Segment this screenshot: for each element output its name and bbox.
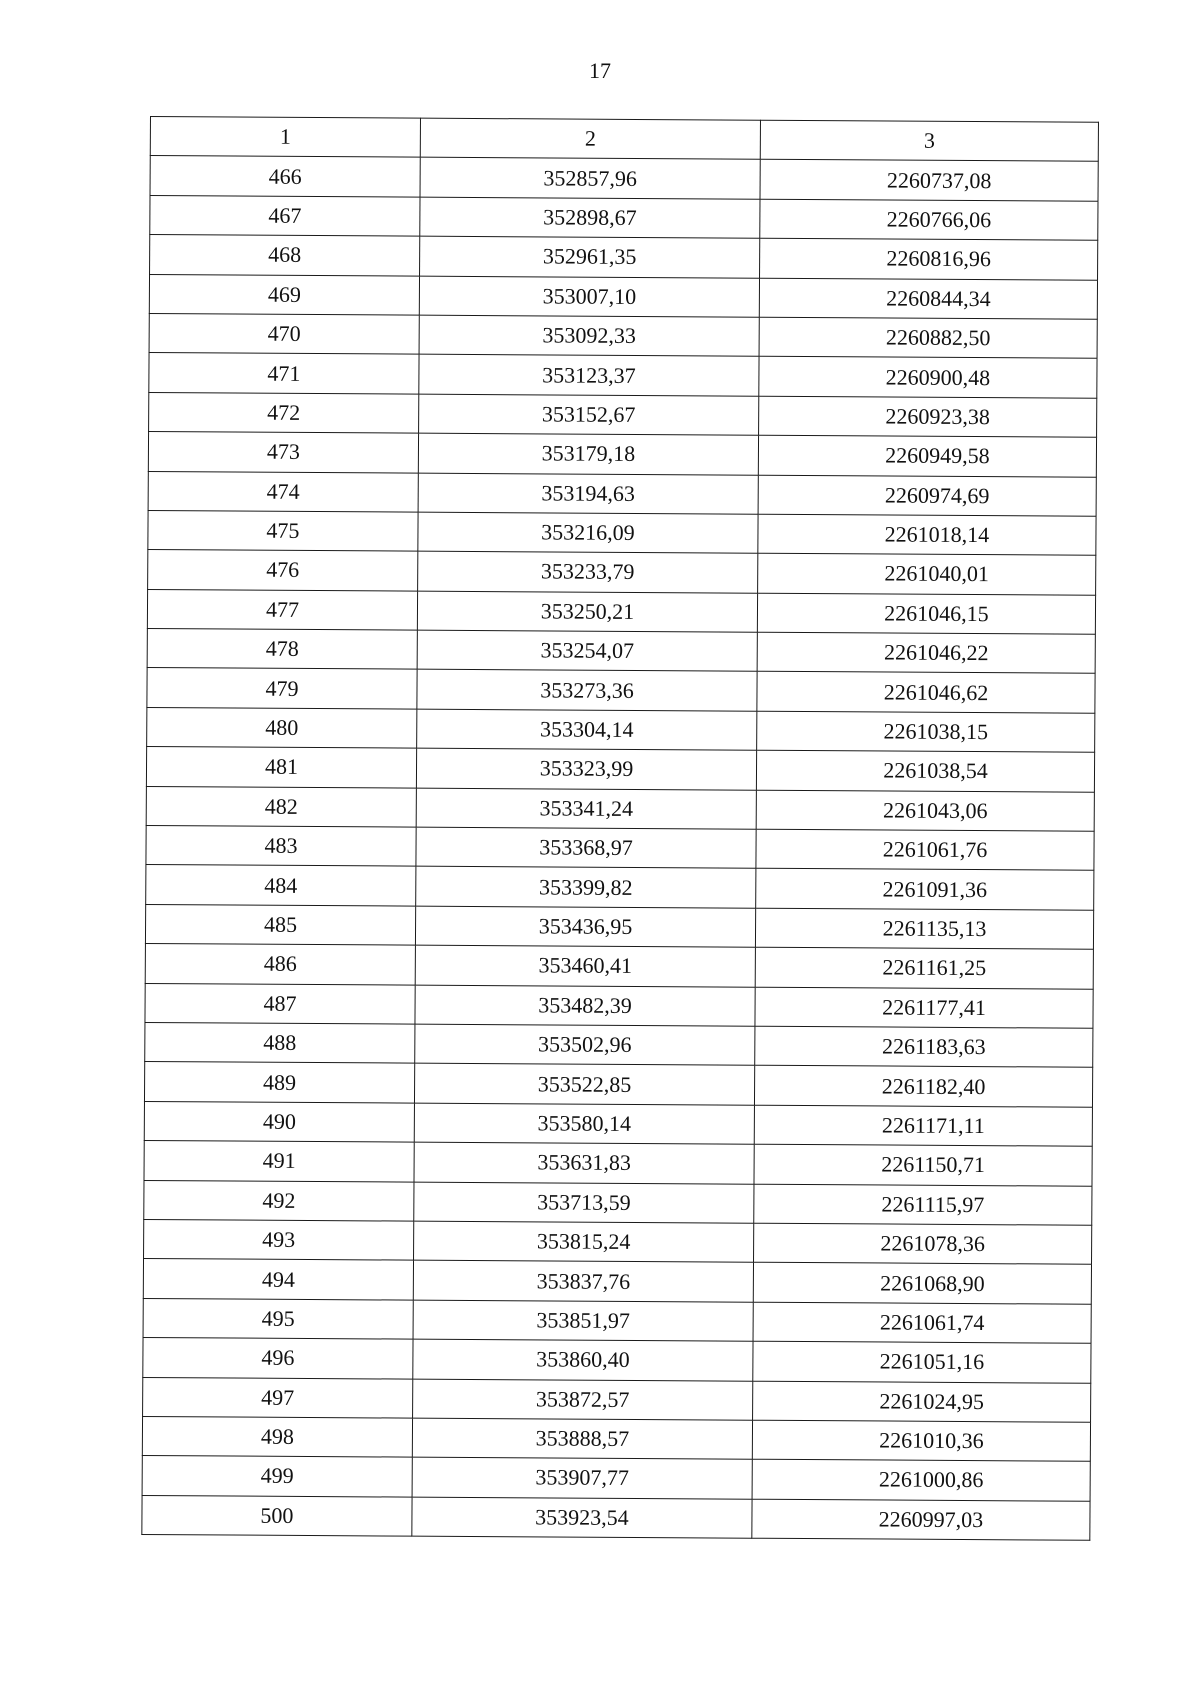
coordinate-x-cell: 352857,96 bbox=[420, 158, 760, 199]
table-row bbox=[145, 904, 1093, 949]
coordinate-y-cell: 2261038,15 bbox=[757, 711, 1095, 752]
coordinate-y-cell: 2261010,36 bbox=[752, 1420, 1090, 1461]
point-number-cell: 467 bbox=[150, 195, 420, 236]
point-number-cell: 481 bbox=[146, 747, 416, 788]
point-number-cell: 483 bbox=[146, 826, 416, 867]
table-row bbox=[146, 786, 1094, 831]
table-row bbox=[145, 1022, 1093, 1067]
table-row bbox=[144, 1141, 1092, 1186]
table-header bbox=[150, 117, 1098, 162]
table-row bbox=[142, 1416, 1090, 1461]
point-number-cell: 490 bbox=[144, 1101, 414, 1142]
table-row bbox=[143, 1338, 1091, 1383]
coordinate-y-cell: 2261051,16 bbox=[753, 1341, 1091, 1382]
point-number-cell: 488 bbox=[145, 1022, 415, 1063]
coordinate-x-cell: 353250,21 bbox=[417, 591, 757, 632]
coordinate-y-cell: 2261046,22 bbox=[757, 632, 1095, 673]
table-row bbox=[147, 629, 1095, 674]
coordinate-x-cell: 353907,77 bbox=[412, 1457, 752, 1498]
table-row bbox=[143, 1259, 1091, 1304]
point-number-cell: 492 bbox=[144, 1180, 414, 1221]
coordinate-y-cell: 2261150,71 bbox=[754, 1144, 1092, 1185]
table-body bbox=[142, 156, 1098, 1540]
coordinate-y-cell: 2260737,08 bbox=[760, 160, 1098, 201]
coordinate-y-cell: 2261061,74 bbox=[753, 1302, 1091, 1343]
table-row bbox=[143, 1377, 1091, 1422]
coordinate-y-cell: 2261018,14 bbox=[758, 514, 1096, 555]
coordinate-y-cell: 2261038,54 bbox=[756, 750, 1094, 791]
point-number-cell: 466 bbox=[150, 156, 420, 197]
coordinate-y-cell: 2261024,95 bbox=[753, 1381, 1091, 1422]
coordinates-table bbox=[141, 116, 1099, 1541]
point-number-cell: 495 bbox=[143, 1298, 413, 1339]
table-row bbox=[150, 235, 1098, 280]
table-row bbox=[146, 747, 1094, 792]
coordinate-y-cell: 2261183,63 bbox=[755, 1026, 1093, 1067]
point-number-cell: 484 bbox=[146, 865, 416, 906]
coordinate-y-cell: 2260882,50 bbox=[759, 317, 1097, 358]
coordinate-y-cell: 2260949,58 bbox=[758, 435, 1096, 476]
point-number-cell: 469 bbox=[149, 274, 419, 315]
coordinate-x-cell: 353273,36 bbox=[417, 670, 757, 711]
table-row bbox=[147, 707, 1095, 752]
point-number-cell: 468 bbox=[150, 235, 420, 276]
column-header-3: 3 bbox=[760, 120, 1098, 161]
coordinate-y-cell: 2261177,41 bbox=[755, 987, 1093, 1028]
point-number-cell: 494 bbox=[143, 1259, 413, 1300]
coordinate-y-cell: 2261061,76 bbox=[756, 829, 1094, 870]
coordinate-x-cell: 353888,57 bbox=[412, 1418, 752, 1459]
coordinate-y-cell: 2260923,38 bbox=[759, 396, 1097, 437]
coordinate-x-cell: 353482,39 bbox=[415, 985, 755, 1026]
coordinate-y-cell: 2261046,62 bbox=[757, 672, 1095, 713]
coordinate-x-cell: 353233,79 bbox=[418, 551, 758, 592]
coordinate-x-cell: 353631,83 bbox=[414, 1142, 754, 1183]
point-number-cell: 498 bbox=[142, 1416, 412, 1457]
table-row bbox=[149, 392, 1097, 437]
point-number-cell: 474 bbox=[148, 471, 418, 512]
coordinate-y-cell: 2260900,48 bbox=[759, 357, 1097, 398]
table-row bbox=[145, 983, 1093, 1028]
coordinate-x-cell: 353007,10 bbox=[419, 276, 759, 317]
coordinate-y-cell: 2261135,13 bbox=[755, 908, 1093, 949]
column-header-2: 2 bbox=[420, 118, 760, 159]
point-number-cell: 477 bbox=[147, 589, 417, 630]
coordinate-x-cell: 353851,97 bbox=[413, 1300, 753, 1341]
coordinate-x-cell: 353216,09 bbox=[418, 512, 758, 553]
point-number-cell: 493 bbox=[144, 1219, 414, 1260]
point-number-cell: 476 bbox=[148, 550, 418, 591]
point-number-cell: 489 bbox=[144, 1062, 414, 1103]
table-row bbox=[144, 1180, 1092, 1225]
table-row bbox=[144, 1062, 1092, 1107]
table-row bbox=[144, 1219, 1092, 1264]
table-row bbox=[149, 353, 1097, 398]
point-number-cell: 475 bbox=[148, 510, 418, 551]
coordinate-x-cell: 352898,67 bbox=[420, 197, 760, 238]
table-row bbox=[143, 1298, 1091, 1343]
coordinate-x-cell: 353254,07 bbox=[417, 630, 757, 671]
column-header-1: 1 bbox=[150, 117, 420, 158]
coordinate-x-cell: 353304,14 bbox=[417, 709, 757, 750]
table-row bbox=[147, 668, 1095, 713]
point-number-cell: 485 bbox=[145, 904, 415, 945]
table-row bbox=[148, 510, 1096, 555]
point-number-cell: 479 bbox=[147, 668, 417, 709]
point-number-cell: 471 bbox=[149, 353, 419, 394]
coordinate-y-cell: 2261040,01 bbox=[758, 554, 1096, 595]
coordinate-x-cell: 353152,67 bbox=[419, 394, 759, 435]
coordinate-x-cell: 353399,82 bbox=[416, 867, 756, 908]
coordinate-x-cell: 353460,41 bbox=[415, 945, 755, 986]
coordinate-x-cell: 353368,97 bbox=[416, 827, 756, 868]
coordinate-x-cell: 353713,59 bbox=[414, 1182, 754, 1223]
coordinate-x-cell: 353815,24 bbox=[414, 1221, 754, 1262]
coordinate-x-cell: 353436,95 bbox=[415, 906, 755, 947]
table-row bbox=[148, 550, 1096, 595]
coordinate-y-cell: 2261115,97 bbox=[754, 1184, 1092, 1225]
coordinate-y-cell: 2261000,86 bbox=[752, 1459, 1090, 1500]
point-number-cell: 472 bbox=[149, 392, 419, 433]
point-number-cell: 491 bbox=[144, 1141, 414, 1182]
coordinate-x-cell: 353522,85 bbox=[414, 1064, 754, 1105]
table-row bbox=[144, 1101, 1092, 1146]
table-row bbox=[150, 195, 1098, 240]
coordinate-y-cell: 2261078,36 bbox=[754, 1223, 1092, 1264]
coordinate-x-cell: 353092,33 bbox=[419, 315, 759, 356]
coordinate-x-cell: 353923,54 bbox=[412, 1497, 752, 1538]
coordinate-x-cell: 353837,76 bbox=[413, 1260, 753, 1301]
table-row bbox=[142, 1456, 1090, 1501]
coordinate-y-cell: 2261043,06 bbox=[756, 790, 1094, 831]
coordinate-y-cell: 2261161,25 bbox=[755, 947, 1093, 988]
point-number-cell: 496 bbox=[143, 1338, 413, 1379]
coordinate-x-cell: 353323,99 bbox=[416, 748, 756, 789]
coordinate-y-cell: 2260997,03 bbox=[752, 1499, 1090, 1540]
point-number-cell: 473 bbox=[148, 432, 418, 473]
point-number-cell: 482 bbox=[146, 786, 416, 827]
point-number-cell: 497 bbox=[143, 1377, 413, 1418]
coordinate-x-cell: 353179,18 bbox=[418, 433, 758, 474]
coordinate-y-cell: 2261068,90 bbox=[753, 1263, 1091, 1304]
point-number-cell: 499 bbox=[142, 1456, 412, 1497]
table-row bbox=[146, 865, 1094, 910]
page-number: 17 bbox=[589, 58, 611, 83]
coordinate-x-cell: 353123,37 bbox=[419, 354, 759, 395]
point-number-cell: 486 bbox=[145, 944, 415, 985]
table-row bbox=[142, 1495, 1090, 1540]
coordinate-x-cell: 353502,96 bbox=[415, 1024, 755, 1065]
table-row bbox=[147, 589, 1095, 634]
coordinate-x-cell: 353194,63 bbox=[418, 473, 758, 514]
coordinate-x-cell: 352961,35 bbox=[420, 236, 760, 277]
coordinate-y-cell: 2260766,06 bbox=[760, 199, 1098, 240]
coordinate-y-cell: 2261171,11 bbox=[754, 1105, 1092, 1146]
point-number-cell: 500 bbox=[142, 1495, 412, 1536]
table-row bbox=[145, 944, 1093, 989]
coordinate-x-cell: 353341,24 bbox=[416, 788, 756, 829]
table-row bbox=[149, 274, 1097, 319]
point-number-cell: 480 bbox=[147, 707, 417, 748]
table-row bbox=[149, 313, 1097, 358]
coordinate-y-cell: 2261182,40 bbox=[754, 1066, 1092, 1107]
coordinate-x-cell: 353580,14 bbox=[414, 1103, 754, 1144]
table-row bbox=[148, 471, 1096, 516]
table-row bbox=[148, 432, 1096, 477]
coordinate-x-cell: 353872,57 bbox=[413, 1379, 753, 1420]
point-number-cell: 478 bbox=[147, 629, 417, 670]
coordinate-y-cell: 2260844,34 bbox=[759, 278, 1097, 319]
header-row bbox=[150, 117, 1098, 162]
coordinate-y-cell: 2260816,96 bbox=[760, 238, 1098, 279]
coordinate-y-cell: 2261091,36 bbox=[756, 869, 1094, 910]
coordinate-y-cell: 2260974,69 bbox=[758, 475, 1096, 516]
table-row bbox=[150, 156, 1098, 201]
table-row bbox=[146, 826, 1094, 871]
coordinate-y-cell: 2261046,15 bbox=[757, 593, 1095, 634]
point-number-cell: 470 bbox=[149, 313, 419, 354]
point-number-cell: 487 bbox=[145, 983, 415, 1024]
coordinate-x-cell: 353860,40 bbox=[413, 1339, 753, 1380]
